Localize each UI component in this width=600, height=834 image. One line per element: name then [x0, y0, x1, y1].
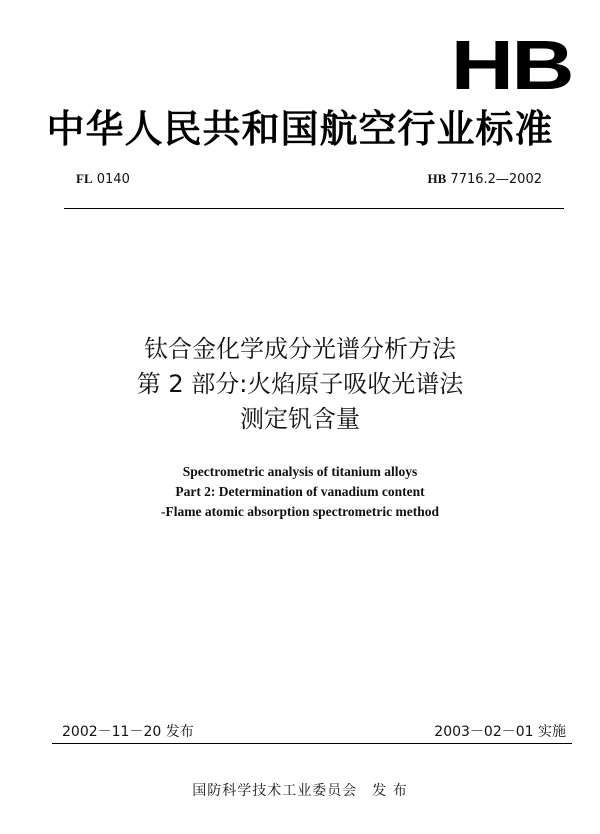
footer-divider	[52, 743, 572, 744]
english-title-line-1: Spectrometric analysis of titanium alloys	[182, 464, 418, 479]
chinese-title-line-1: 钛合金化学成分光谱分析方法	[144, 335, 456, 363]
organization-title: 中华人民共和国航空行业标准	[46, 107, 554, 151]
standard-prefix: HB	[427, 171, 447, 186]
hb-logo: HB	[450, 26, 572, 104]
classification-number: 0140	[96, 172, 130, 187]
standard-number	[427, 171, 542, 187]
chinese-title-line-2: 第 2 部分:火焰原子吸收光谱法	[136, 370, 464, 398]
header-divider	[64, 208, 564, 209]
english-title-line-2: Part 2: Determination of vanadium content	[175, 484, 425, 499]
classification-prefix: FL	[76, 171, 93, 186]
standard-code: 7716.2—2002	[450, 172, 542, 187]
english-title-line-3: -Flame atomic absorption spectrometric method	[161, 504, 439, 519]
chinese-title	[0, 332, 600, 437]
publisher: 国防科学技术工业委员会 发 布	[192, 783, 408, 799]
classification-code	[76, 171, 130, 187]
english-title	[0, 462, 600, 522]
implementation-date: 2003－02－01 实施	[434, 724, 566, 740]
chinese-title-line-3: 测定钒含量	[240, 405, 360, 433]
issue-date: 2002－11－20 发布	[62, 724, 194, 740]
